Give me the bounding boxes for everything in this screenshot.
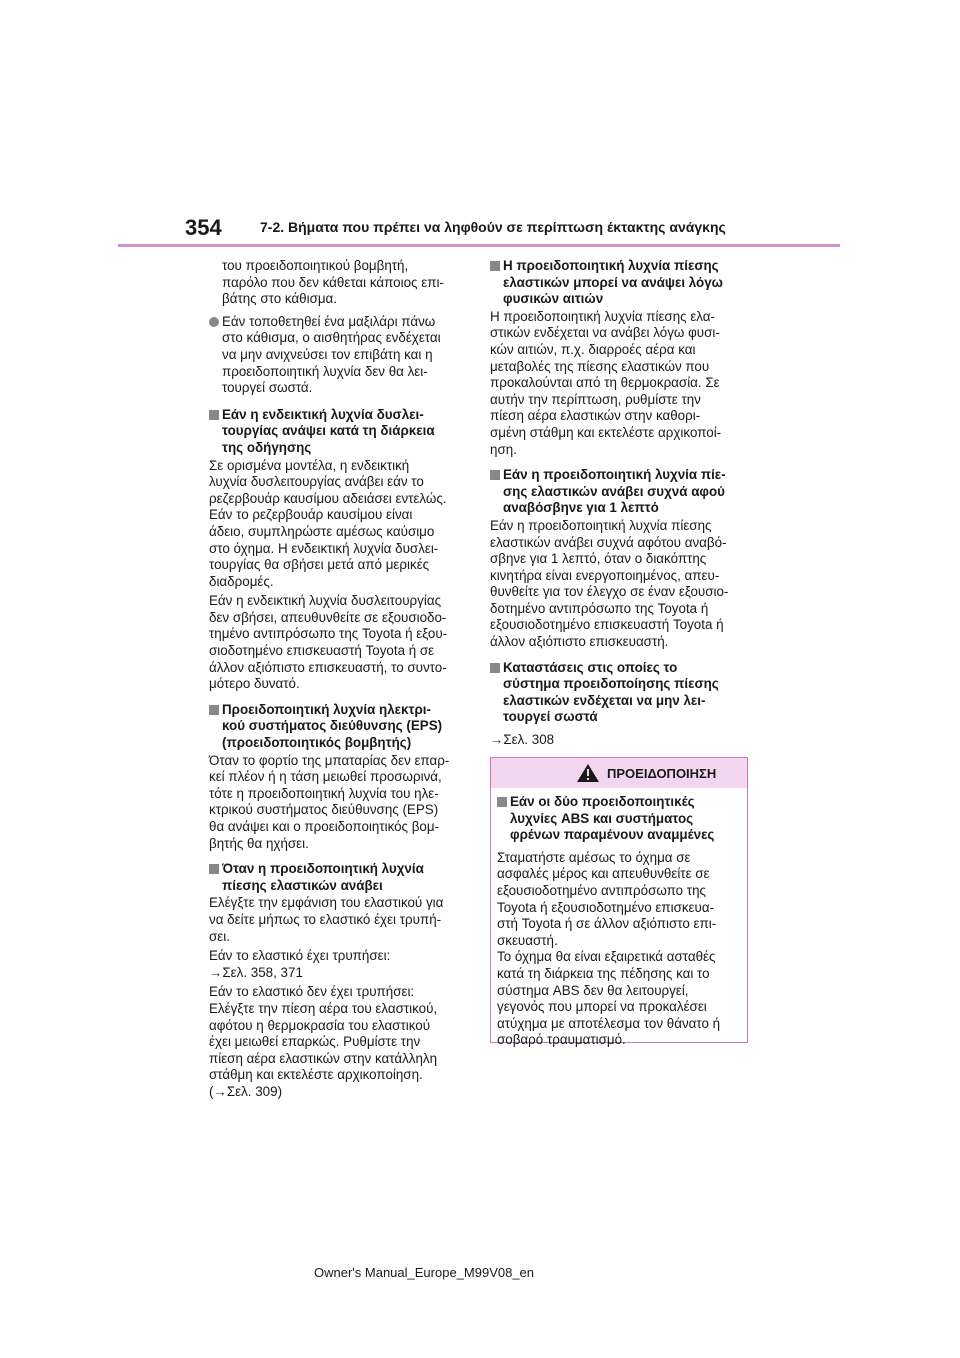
paragraph: Όταν το φορτίο της μπαταρίας δεν επαρ- κεί πλέον ή η τάση μειωθεί προσωρινά, τότε η προειδοποιητική λυχνία του ηλε- κτρικού συστήματος διεύθυνσης (EPS) θα ανάψει και ο προειδοποιητικός βομ- βητής θα ηχήσει. xyxy=(209,752,450,851)
warning-box xyxy=(490,757,748,1048)
page-header xyxy=(0,0,960,250)
left-column xyxy=(209,258,465,1104)
paragraph: Εάν η ενδεικτική λυχνία δυσλειτουργίας δεν σβήσει, απευθυνθείτε σε εξουσιοδο- τημένο αντιπρόσωπο της Toyota ή εξου- σιοδοτημένο επισκευαστή Toyota ή σε άλλον αξιόπιστο επισκευαστή, το συντο- μότερο δυνατό. xyxy=(209,593,448,692)
paragraph: Ελέγξτε την εμφάνιση του ελαστικού για να δείτε μήπως το ελαστικό έχει τρυπή- σει. xyxy=(209,895,444,944)
square-bullet-icon xyxy=(490,663,500,673)
paragraph: Η προειδοποιητική λυχνία πίεσης ελα- στικών ενδέχεται να ανάβει λόγω φυσι- κών αιτιών, π.χ. διαρροές αέρα και μεταβολές της πίεσης ελαστικών που προκαλούνται από τη θερμοκρασία. Σε αυτήν την περίπτωση, ρυθμίστε την πίεση αέρα ελαστικών στην καθορι- σμένη στάθμη και εκτελέστε αρχικοποί- ηση. xyxy=(490,308,722,457)
warning-triangle-icon xyxy=(576,763,600,783)
section-heading-frequent-light: Εάν η προειδοποιητική λυχνία πίε- σης ελαστικών ανάβει συχνά αφού αναβόσβηνε για 1 λεπτό xyxy=(490,467,752,517)
paragraph: Σε ορισμένα μοντέλα, η ενδεικτική λυχνία δυσλειτουργίας ανάβει εάν το ρεζερβουάρ καυσίμου αδειάσει εντελώς. Εάν το ρεζερβουάρ καυσίμου είναι άδειο, συμπληρώστε αμέσως καύσιμο στο όχημα. Η ενδεικτική λυχνία δυσλει- τουργίας θα σβήσει μετά από μερικές διαδρομές. xyxy=(209,457,447,589)
chapter-title: 7-2. Βήματα που πρέπει να ληφθούν σε περίπτωση έκτακτης ανάγκης xyxy=(260,219,726,235)
paragraph: Εάν το ελαστικό δεν έχει τρυπήσει: Ελέγξτε την πίεση αέρα του ελαστικού, αφότου η θερμοκρασία του ελαστικού έχει μειωθεί επαρκώς. Ρυθμίστε την πίεση αέρα ελαστικών στην κατάλληλη στάθμη και εκτελέστε αρχικοποίηση. (→Σελ. 309) xyxy=(209,984,438,1099)
warning-body xyxy=(491,788,747,1049)
cushion-bullet: Εάν τοποθετηθεί ένα μαξιλάρι πάνω στο κάθισμα, ο αισθητήρας ενδέχεται να μην ανιχνεύσει τον επιβάτη και η προειδοποιητική λυχνία δεν θα λει- τουργεί σωστά. xyxy=(209,314,465,397)
right-column xyxy=(490,258,752,752)
warning-text: Σταματήστε αμέσως το όχημα σε ασφαλές μέρος και απευθυνθείτε σε εξουσιοδοτημένο αντιπρόσωπο της Toyota ή εξουσιοδοτημένο επισκευα- στή Toyota ή σε άλλον αξιόπιστο επι- σκευαστή. Το όχημα θα είναι εξαιρετικά ασταθές κατά τη διάρκεια της πέδησης και το σύστημα ABS δεν θα λειτουργεί, γεγονός που μπορεί να προκαλέσει ατύχημα με αποτέλεσμα τον θάνατο ή σοβαρό τραυματισμό. xyxy=(497,849,721,1048)
warning-title: ΠΡΟΕΙΔΟΠΟΙΗΣΗ xyxy=(607,766,717,781)
section-heading-tire-pressure: Όταν η προειδοποιητική λυχνία πίεσης ελαστικών ανάβει xyxy=(209,861,465,894)
square-bullet-icon xyxy=(209,864,219,874)
section-heading-natural-causes: Η προειδοποιητική λυχνία πίεσης ελαστικών μπορεί να ανάψει λόγω φυσικών αιτιών xyxy=(490,258,752,308)
intro-text: του προειδοποιητικού βομβητή, παρόλο που δεν κάθεται κάποιος επι- βάτης στο κάθισμα. xyxy=(222,258,444,307)
warning-header xyxy=(491,758,747,788)
footer-text: Owner's Manual_Europe_M99V08_en xyxy=(314,1265,535,1280)
square-bullet-icon xyxy=(490,470,500,480)
paragraph: Εάν το ελαστικό έχει τρυπήσει: →Σελ. 358, 371 xyxy=(209,948,391,980)
square-bullet-icon xyxy=(490,261,500,271)
square-bullet-icon xyxy=(497,797,507,807)
header-rule xyxy=(118,244,840,247)
paragraph: Εάν η προειδοποιητική λυχνία πίεσης ελαστικών ανάβει συχνά αφότου αναβό- σβηνε για 1 λεπτό, όταν ο διακόπτης κινητήρα είναι ενεργοποιημένος, απευ- θυνθείτε για τον έλεγχο σε έναν εξουσιο- δοτημένο αντιπρόσωπο της Toyota ή εξουσιοδοτημένο επισκευαστή Toyota ή άλλον αξιόπιστο επισκευαστή. xyxy=(490,517,729,650)
warning-heading: Εάν οι δύο προειδοποιητικές λυχνίες ABS και συστήματος φρένων παραμένουν αναμμένες xyxy=(497,794,741,844)
bullet-dot-icon xyxy=(209,317,219,327)
square-bullet-icon xyxy=(209,410,219,420)
section-heading-malfunction-conditions: Καταστάσεις στις οποίες το σύστημα προειδοποίησης πίεσης ελαστικών ενδέχεται να μην λει- τουργεί σωστά xyxy=(490,660,752,726)
section-heading-malfunction: Εάν η ενδεικτική λυχνία δυσλει- τουργίας ανάψει κατά τη διάρκεια της οδήγησης xyxy=(209,407,465,457)
section-heading-eps: Προειδοποιητική λυχνία ηλεκτρι- κού συστήματος διεύθυνσης (EPS) (προειδοποιητικός βομβητής) xyxy=(209,702,465,752)
page-reference: →Σελ. 308 xyxy=(490,732,555,748)
page-number: 354 xyxy=(185,215,222,240)
square-bullet-icon xyxy=(209,705,219,715)
